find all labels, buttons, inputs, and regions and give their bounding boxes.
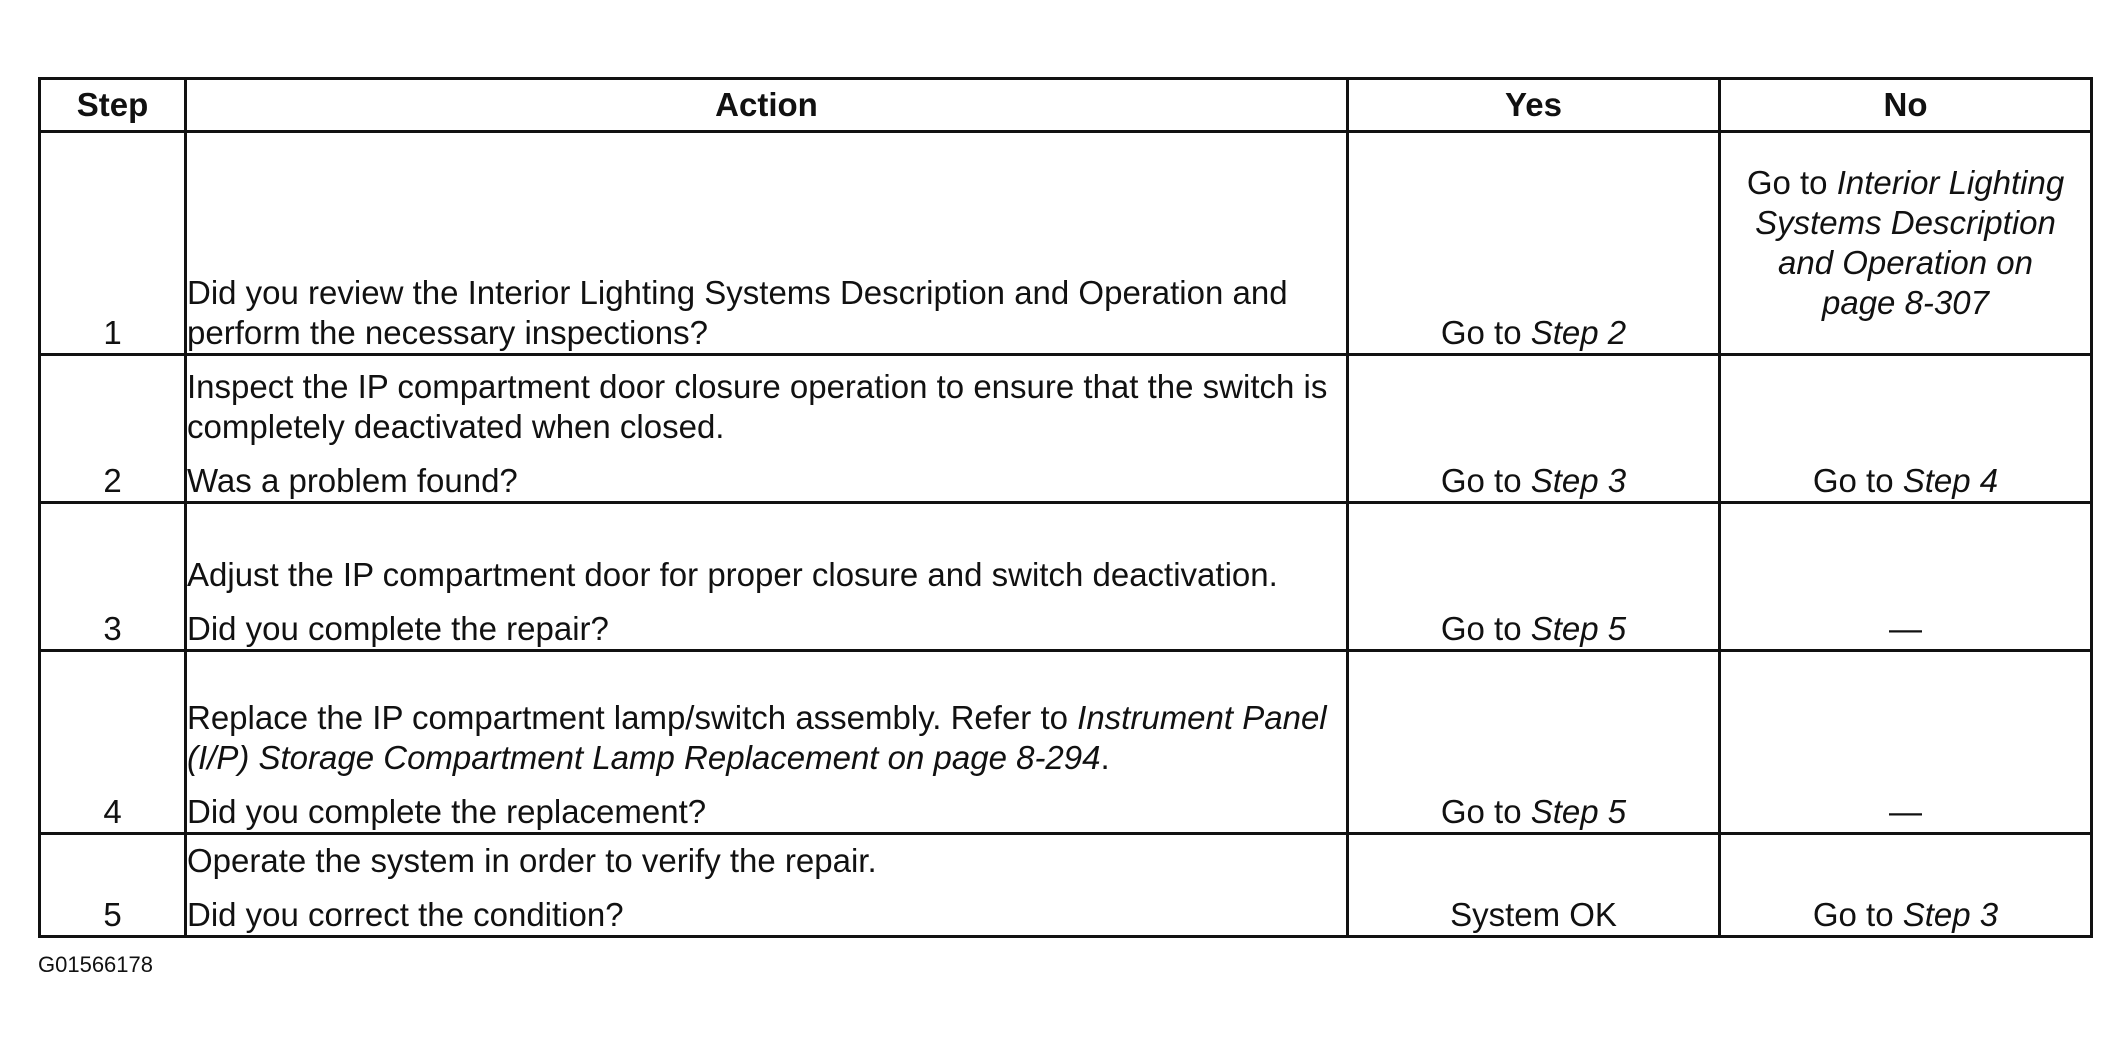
action-text: Operate the system in order to verify the repair. xyxy=(187,842,877,879)
step-number: 4 xyxy=(40,651,186,834)
action-cell xyxy=(186,132,1348,355)
yes-prefix: Go to xyxy=(1440,462,1531,499)
table-row xyxy=(40,355,2092,503)
action-question: Did you correct the condition? xyxy=(187,896,624,933)
yes-cell xyxy=(1348,355,1720,503)
action-cell xyxy=(186,355,1348,503)
action-cell xyxy=(186,503,1348,651)
action-question: Was a problem found? xyxy=(187,462,518,499)
header-step: Step xyxy=(40,79,186,132)
no-cell xyxy=(1720,651,2092,834)
header-yes: Yes xyxy=(1348,79,1720,132)
table-header-row xyxy=(40,79,2092,132)
step-number: 2 xyxy=(40,355,186,503)
header-action: Action xyxy=(186,79,1348,132)
yes-prefix: Go to xyxy=(1440,793,1531,830)
action-text: Inspect the IP compartment door closure operation to ensure that the switch is completely deactivated when closed. xyxy=(187,368,1328,445)
yes-cell xyxy=(1348,651,1720,834)
step-number: 1 xyxy=(40,132,186,355)
yes-prefix: Go to xyxy=(1440,314,1531,351)
no-cell xyxy=(1720,355,2092,503)
action-text-prefix: Replace the IP compartment lamp/switch assembly. Refer to xyxy=(187,699,1078,736)
action-cell xyxy=(186,834,1348,937)
diagnostic-table xyxy=(38,77,2093,938)
not-applicable-dash: — xyxy=(1889,610,1922,647)
action-text-suffix: . xyxy=(1100,739,1110,776)
yes-cell xyxy=(1348,503,1720,651)
yes-cell xyxy=(1348,834,1720,937)
yes-step-link[interactable]: Step 2 xyxy=(1530,314,1627,351)
header-no: No xyxy=(1720,79,2092,132)
table-row xyxy=(40,132,2092,355)
action-question: Did you complete the replacement? xyxy=(187,793,707,830)
no-prefix: Go to xyxy=(1812,896,1903,933)
not-applicable-dash: — xyxy=(1889,793,1922,830)
yes-step-link[interactable]: Step 5 xyxy=(1530,610,1627,647)
action-text: Adjust the IP compartment door for proper closure and switch deactivation. xyxy=(187,556,1278,593)
no-prefix: Go to xyxy=(1746,164,1837,201)
yes-prefix: Go to xyxy=(1440,610,1531,647)
no-reference-link[interactable]: Interior Lighting Systems Description and Operation on page 8-307 xyxy=(1755,164,2065,321)
table-row xyxy=(40,834,2092,937)
action-question: Did you complete the repair? xyxy=(187,610,609,647)
yes-step-link[interactable]: Step 3 xyxy=(1530,462,1627,499)
no-prefix: Go to xyxy=(1812,462,1903,499)
no-cell xyxy=(1720,503,2092,651)
action-text xyxy=(187,698,1346,778)
action-cell xyxy=(186,651,1348,834)
yes-cell xyxy=(1348,132,1720,355)
step-number: 5 xyxy=(40,834,186,937)
yes-step-link[interactable]: Step 5 xyxy=(1530,793,1627,830)
table-row xyxy=(40,651,2092,834)
no-step-link[interactable]: Step 4 xyxy=(1902,462,1999,499)
figure-id: G01566178 xyxy=(38,952,153,977)
action-text: Did you review the Interior Lighting Systems Description and Operation and perform the necessary inspections? xyxy=(187,274,1288,351)
no-cell xyxy=(1720,834,2092,937)
no-cell xyxy=(1720,132,2092,355)
table-row xyxy=(40,503,2092,651)
step-number: 3 xyxy=(40,503,186,651)
no-step-link[interactable]: Step 3 xyxy=(1902,896,1999,933)
reference-link[interactable]: Instrument Panel (I/P) Storage Compartment Lamp Replacement on page 8-294 xyxy=(187,699,1327,776)
system-ok-text: System OK xyxy=(1450,896,1617,933)
